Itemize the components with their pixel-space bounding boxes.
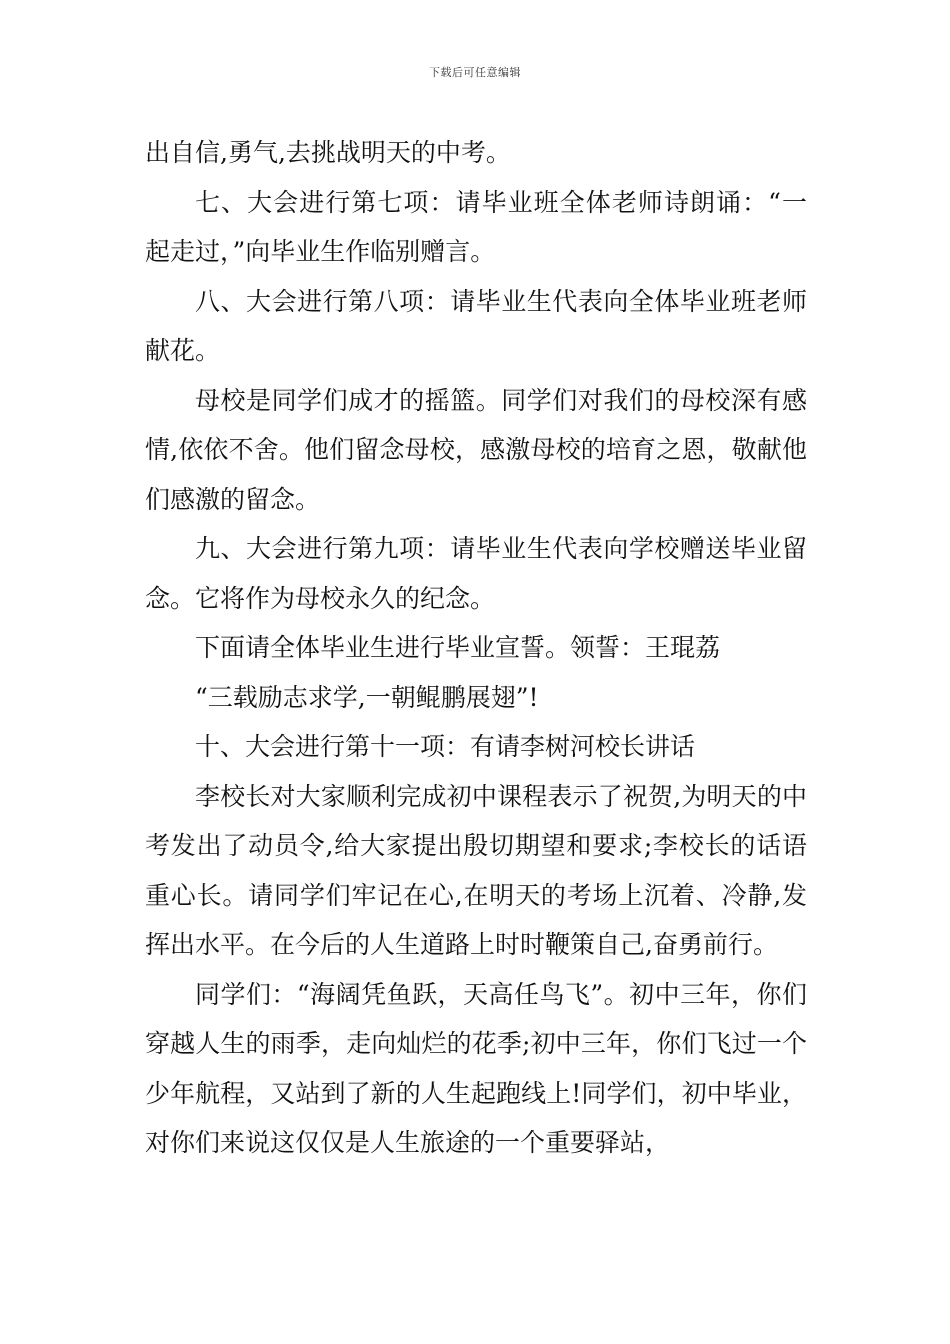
page-header: 下载后可任意编辑	[429, 66, 521, 79]
paragraph-4: 母校是同学们成才的摇篮。同学们对我们的母校深有感情,依依不舍。他们留念母校，感激母校的培育之恩，敬献他们感激的留念。	[145, 385, 807, 514]
paragraph-9: 李校长对大家顺利完成初中课程表示了祝贺,为明天的中考发出了动员令,给大家提出殷切期望和要求;李校长的话语重心长。请同学们牢记在心,在明天的考场上沉着、冷静,发挥出水平。在今后的人生道路上时时鞭策自己,奋勇前行。	[145, 781, 807, 959]
paragraph-5: 九、大会进行第九项：请毕业生代表向学校赠送毕业留念。它将作为母校永久的纪念。	[145, 534, 807, 613]
paragraph-7: “三载励志求学,一朝鲲鹏展翅”!	[195, 682, 539, 712]
document-body	[145, 128, 807, 1168]
paragraph-3: 八、大会进行第八项：请毕业生代表向全体毕业班老师献花。	[145, 286, 807, 365]
paragraph-6: 下面请全体毕业生进行毕业宣誓。领誓：王琨荔	[195, 633, 721, 662]
paragraph-8: 十、大会进行第十一项：有请李树河校长讲话	[195, 732, 696, 761]
paragraph-1: 出自信,勇气,去挑战明天的中考。	[145, 138, 511, 167]
paragraph-2: 七、大会进行第七项：请毕业班全体老师诗朗诵：“一起走过，”向毕业生作临别赠言。	[145, 187, 807, 266]
paragraph-10: 同学们：“海阔凭鱼跃，天高任鸟飞”。初中三年，你们穿越人生的雨季，走向灿烂的花季;初中三年，你们飞过一个少年航程，又站到了新的人生起跑线上!同学们，初中毕业，对你们来说这仅仅是人生旅途的一个重要驿站，	[145, 979, 807, 1157]
